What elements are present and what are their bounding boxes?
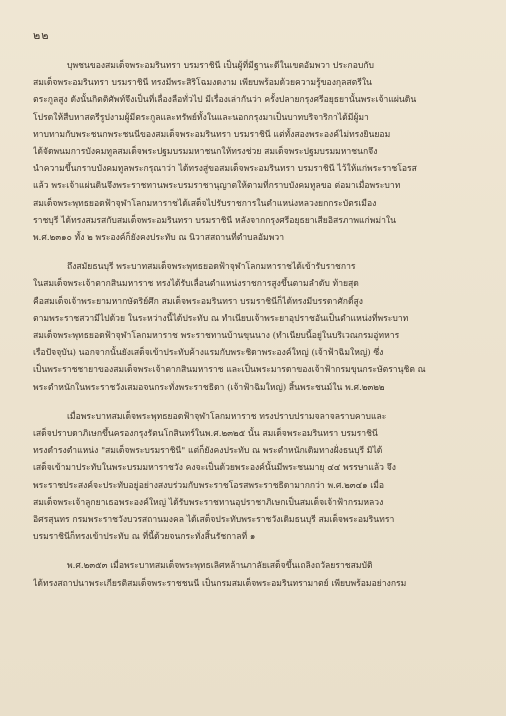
text-line: ทรงดำรงตำแหน่ง "สมเด็จพระบรมราชินี" แต่ก็ยังคงประทับ ณ พระตำหนักเดิมทางฝั่งธนบุรี มิได้ — [33, 446, 383, 457]
text-line: นำความขึ้นกราบบังคมทูลพระกรุณาว่า ได้ทรงสู่ขอสมเด็จพระอมรินทรา บรมราชินี ไว้ให้แก่พระราชโอรส — [33, 164, 417, 175]
text-line: ตามพระราชสวามีไปด้วย ในระหว่างนี้ได้ประทับ ณ ทำเนียบเจ้าพระยาอุปราชอันเป็นตำแหน่งที่พระบาท — [33, 313, 409, 324]
text-line: ทาบทามกับพระชนกพระชนนีของสมเด็จพระอมรินทรา บรมราชินี แต่ทั้งสองพระองค์ไม่ทรงยินยอม — [33, 129, 391, 140]
text-line: แล้ว พระเจ้าแผ่นดินจึงพระราชทานพระบรมราชานุญาตให้ตามที่กราบบังคมทูลขอ ต่อมาเมื่อพระบาท — [33, 181, 401, 192]
text-line: เมื่อพระบาทสมเด็จพระพุทธยอดฟ้าจุฬาโลกมหาราช ทรงปราบปรามจลาจลราบคาบและ — [67, 411, 387, 422]
text-line: พ.ศ.๒๓๑๐ ทั้ง ๒ พระองค์ก็ยังคงประทับ ณ นิวาสสถานที่ตำบลอัมพวา — [33, 233, 285, 244]
paragraph — [33, 558, 475, 592]
text-line: พ.ศ.๒๓๕๓ เมื่อพระบาทสมเด็จพระพุทธเลิศหล้านภาลัยเสด็จขึ้นเถลิงถวัลยราชสมบัติ — [67, 561, 373, 572]
text-line: เสด็จเข้ามาประทับในพระบรมมหาราชวัง คงจะเป็นด้วยพระองค์นั้นมีพระชนมายุ ๔๔ พรรษาแล้ว จึง — [33, 463, 396, 474]
text-line: สมเด็จพระอมรินทรา บรมราชินี ทรงมีพระสิริโฉมงดงาม เพียบพร้อมด้วยความรู้ของกุลสตรีใน — [33, 78, 372, 89]
text-line: บรมราชินีก็ทรงเข้าประทับ ณ ที่นี้ด้วยจนกระทั่งสิ้นรัชกาลที่ ๑ — [33, 532, 256, 543]
text-line: โปรดให้สืบหาสตรีรูปงามผู้มีตระกูลและทรัพย์ทั้งในและนอกกรุงมาเป็นบาทบริจาริกาได้มีผู้มา — [33, 112, 369, 123]
text-line: พระราชประสงค์จะประทับอยู่อย่างสงบร่วมกับพระราชโอรสพระราชธิดามากกว่า พ.ศ.๒๓๔๑ เมื่อ — [33, 480, 385, 491]
text-line: ตระกูลสูง ดังนั้นกิตติศัพท์จึงเป็นที่เลื่องลือทั่วไป มีเรื่องเล่ากันว่า ครั้งปลายกรุงศรีอยุธยานั้นพระเจ้าแผ่นดิน — [33, 95, 417, 106]
text-line: สมเด็จพระพุทธยอดฟ้าจุฬาโลกมหาราช พระราชทานบ้านขุนนาง (ทำเนียบนี้อยู่ในบริเวณกรมอู่ทหาร — [33, 331, 400, 342]
text-line: บุพชนของสมเด็จพระอมรินทรา บรมราชินี เป็นผู้ที่มีฐานะดีในเขตอัมพวา ประกอบกับ — [67, 61, 374, 71]
text-line: ได้จัดพนมการบังคมทูลสมเด็จพระปฐมบรมมหาชนกให้ทรงช่วย สมเด็จพระปฐมบรมมหาชนกจึง — [33, 147, 378, 158]
text-line: ถึงสมัยธนบุรี พระบาทสมเด็จพระพุทธยอดฟ้าจุฬาโลกมหาราชได้เข้ารับราชการ — [67, 262, 356, 273]
text-line: สมเด็จพระเจ้าลูกยาเธอพระองค์ใหญ่ ได้รับพระราชทานอุปราชาภิเษกเป็นสมเด็จเจ้าฟ้ากรมหลวง — [33, 497, 384, 508]
text-line: สมเด็จพระพุทธยอดฟ้าจุฬาโลกมหาราชได้เสด็จไปรับราชการในตำแหน่งหลวงยกกระบัตรเมือง — [33, 198, 377, 209]
paragraph — [33, 409, 475, 547]
paragraph — [33, 259, 475, 397]
text-line: ราชบุรี ได้ทรงสมรสกับสมเด็จพระอมรินทรา บรมราชินี หลังจากกรุงศรีอยุธยาเสียอิสรภาพแก่พม่าใน — [33, 215, 396, 226]
paragraph — [33, 58, 475, 247]
document-body — [33, 58, 475, 605]
text-line: เป็นพระราชชายาของสมเด็จพระเจ้าตากสินมหาราช และเป็นพระมารดาของเจ้าฟ้ากรมขุนกระษัตรานุชิต ณ — [33, 365, 426, 376]
text-line: ได้ทรงสถาปนาพระเกียรติสมเด็จพระราชชนนี เป็นกรมสมเด็จพระอมรินทรามาตย์ เพียบพร้อมอย่างกรม — [33, 578, 407, 589]
page-number: ๒๒ — [33, 29, 50, 42]
text-line: คือสมเด็จเจ้าพระยามหากษัตริย์ศึก สมเด็จพระอมรินทรา บรมราชินีก็ได้ทรงมีบรรดาศักดิ์สูง — [33, 296, 363, 307]
text-line: พระตำหนักในพระราชวังเสมอจนกระทั่งพระราชธิดา (เจ้าฟ้าฉิมใหญ่) สิ้นพระชนม์ใน พ.ศ.๒๓๒๒ — [33, 382, 385, 393]
text-line: อิศรสุนทร กรมพระราชวังบวรสถานมงคล ได้เสด็จประทับพระราชวังเดิมธนบุรี สมเด็จพระอมรินทรา — [33, 515, 395, 526]
text-line: เสด็จปราบดาภิเษกขึ้นครองกรุงรัตนโกสินทร์ในพ.ศ.๒๓๒๕ นั้น สมเด็จพระอมรินทรา บรมราชินี — [33, 429, 378, 440]
text-line: เรือปัจจุบัน) นอกจากนั้นยังเสด็จเข้าประทับค้างแรมกับพระชิดาพระองค์ใหญ่ (เจ้าฟ้าฉิมใหญ่) ซึ่ง — [33, 348, 384, 359]
text-line: ในสมเด็จพระเจ้าตากสินมหาราช ทรงได้รับเลื่อนตำแหน่งราชการสูงขึ้นตามลำดับ ท้ายสุด — [33, 279, 359, 290]
